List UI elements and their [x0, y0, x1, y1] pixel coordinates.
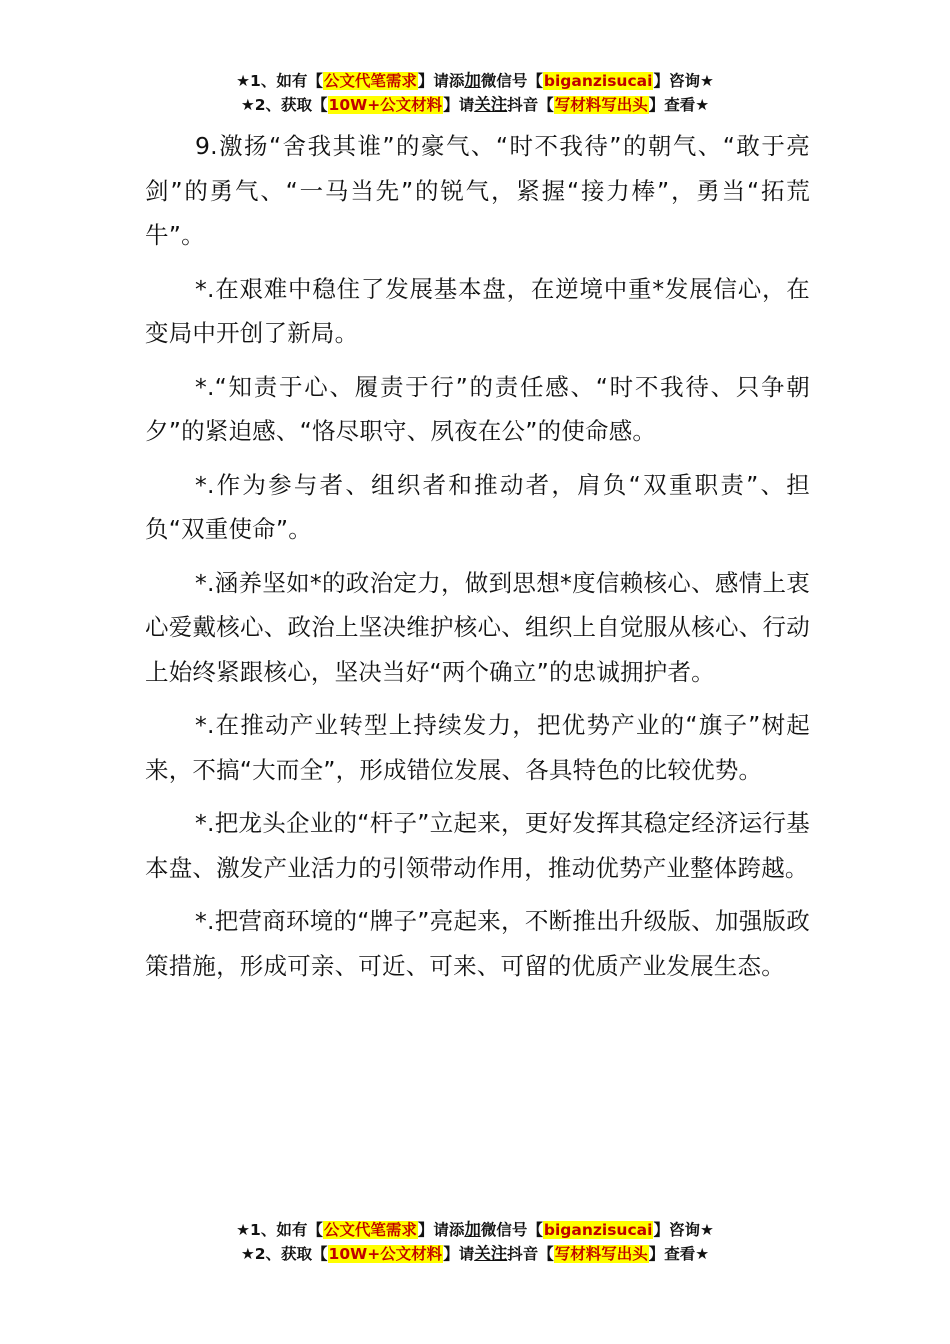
footer-line-2 — [0, 1242, 950, 1266]
paragraph: *.在艰难中稳住了发展基本盘，在逆境中重*发展信心，在变局中开创了新局。 — [145, 274, 810, 347]
header-line-2-prefix: ★2、获取【 — [240, 96, 328, 114]
footer-line-1-emphasis: 加 — [464, 1220, 481, 1239]
footer-line-2-emphasis: 关注 — [474, 1244, 508, 1263]
footer-banner — [0, 1218, 950, 1266]
header-line-1-highlight-service: 公文代笔需求 — [323, 72, 417, 90]
header-line-1-suffix: 】咨询★ — [653, 72, 714, 90]
header-line-2 — [0, 93, 950, 117]
header-line-1-prefix: ★1、如有【 — [236, 72, 323, 90]
header-line-1-highlight-wechat: biganzisucai — [543, 72, 653, 90]
footer-line-2-suffix: 】查看★ — [648, 1245, 710, 1263]
footer-line-1 — [0, 1218, 950, 1242]
footer-line-1-suffix: 】咨询★ — [653, 1221, 714, 1239]
header-line-1-mid1: 】请添 — [417, 72, 465, 90]
paragraph: *.把营商环境的“牌子”亮起来，不断推出升级版、加强版政策措施，形成可亲、可近、可来、可留的优质产业发展生态。 — [145, 907, 810, 980]
paragraph: *.把龙头企业的“杆子”立起来，更好发挥其稳定经济运行基本盘、激发产业活力的引领带动作用，推动优势产业整体跨越。 — [145, 809, 810, 882]
footer-line-1-highlight-service: 公文代笔需求 — [323, 1221, 417, 1239]
paragraph: *.“知责于心、履责于行”的责任感、“时不我待、只争朝夕”的紧迫感、“恪尽职守、夙夜在公”的使命感。 — [145, 372, 810, 445]
footer-line-2-prefix: ★2、获取【 — [240, 1245, 328, 1263]
footer-line-1-highlight-wechat: biganzisucai — [543, 1221, 653, 1239]
header-line-1-emphasis: 加 — [464, 71, 481, 90]
footer-line-1-prefix: ★1、如有【 — [236, 1221, 323, 1239]
document-body — [145, 124, 810, 997]
header-line-2-mid2: 抖音【 — [507, 96, 554, 114]
header-banner — [0, 69, 950, 117]
footer-line-2-highlight-douyin: 写材料写出头 — [554, 1245, 648, 1263]
header-line-1-mid2: 微信号【 — [480, 72, 543, 90]
header-line-2-mid1: 】请 — [443, 96, 475, 114]
header-line-2-suffix: 】查看★ — [648, 96, 710, 114]
footer-line-1-mid2: 微信号【 — [480, 1221, 543, 1239]
footer-line-2-mid2: 抖音【 — [507, 1245, 554, 1263]
paragraph: *.作为参与者、组织者和推动者，肩负“双重职责”、担负“双重使命”。 — [145, 470, 810, 543]
footer-line-2-highlight-materials: 10W+公文材料 — [328, 1245, 443, 1263]
footer-line-1-mid1: 】请添 — [417, 1221, 465, 1239]
header-line-2-highlight-materials: 10W+公文材料 — [328, 96, 443, 114]
paragraph: *.涵养坚如*的政治定力，做到思想*度信赖核心、感情上衷心爱戴核心、政治上坚决维护核心、组织上自觉服从核心、行动上始终紧跟核心，坚决当好“两个确立”的忠诚拥护者。 — [145, 568, 810, 686]
header-line-2-emphasis: 关注 — [474, 95, 508, 114]
paragraph: 9.激扬“舍我其谁”的豪气、“时不我待”的朝气、“敢于亮剑”的勇气、“一马当先”的锐气，紧握“接力棒”，勇当“拓荒牛”。 — [145, 132, 810, 249]
header-line-2-highlight-douyin: 写材料写出头 — [554, 96, 648, 114]
footer-line-2-mid1: 】请 — [443, 1245, 475, 1263]
header-line-1 — [0, 69, 950, 93]
paragraph: *.在推动产业转型上持续发力，把优势产业的“旗子”树起来，不搞“大而全”，形成错位发展、各具特色的比较优势。 — [145, 711, 810, 784]
